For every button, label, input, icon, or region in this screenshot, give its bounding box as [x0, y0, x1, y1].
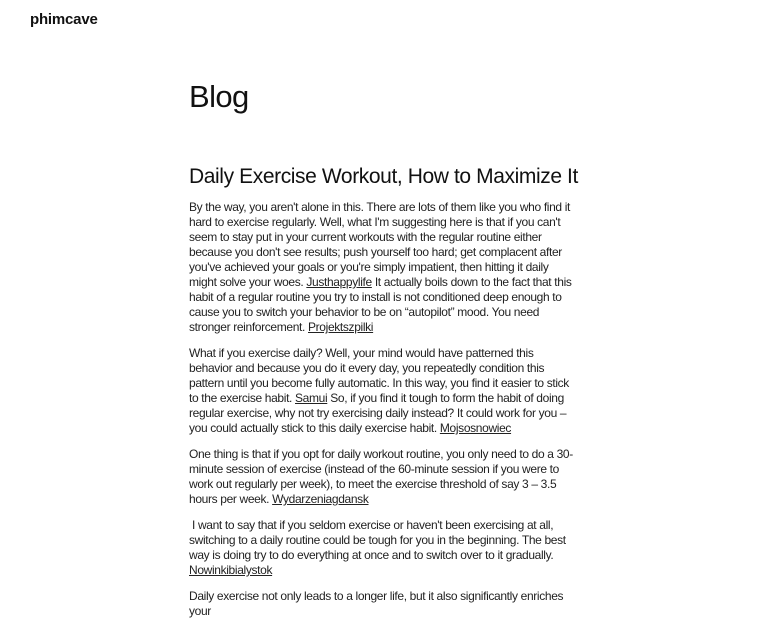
post-body [189, 200, 573, 630]
post-paragraph [189, 447, 573, 507]
inline-link-nowinkibialystok[interactable]: Nowinkibialystok [189, 563, 273, 577]
paragraph-text: Daily exercise not only leads to a longer life, but it also significantly enriches your [189, 589, 564, 618]
inline-link-samui[interactable]: Samui [295, 391, 328, 405]
inline-link-mojsosnowiec[interactable]: Mojsosnowiec [439, 421, 512, 435]
post-paragraph [189, 518, 573, 578]
post-paragraph [189, 589, 573, 619]
post-paragraph [189, 200, 573, 335]
post-paragraph [189, 346, 573, 436]
inline-link-wydarzeniagdansk[interactable]: Wydarzeniagdansk [272, 492, 369, 506]
inline-link-justhappylife[interactable]: Justhappylife [306, 275, 372, 289]
paragraph-text: It actually boils down to the fact that this habit of a regular routine you try to install is not conditioned deep enough to cause you to switch your behavior to be on “autopilot” mood. You need stronger reinforcement. [189, 275, 572, 334]
paragraph-text: What if you exercise daily? Well, your mind would have patterned this behavior and because you do it every day, you repeatedly condition this pattern until you become fully automatic. In this way, you find it easier to stick to the exercise habit. [189, 346, 569, 405]
page-title: Blog [189, 79, 249, 114]
inline-link-projektszpilki[interactable]: Projektszpilki [308, 320, 374, 334]
site-title-link[interactable]: phimcave [30, 11, 98, 28]
paragraph-text: I want to say that if you seldom exercise or haven't been exercising at all, switching to a daily routine could be tough for you in the beginning. The best way is doing try to do everything at once and to switch over to it gradually. [189, 518, 566, 562]
paragraph-text: So, if you find it tough to form the habit of doing regular exercise, why not try exercising daily instead? It could work for you – you could actually stick to this daily exercise habit. [189, 391, 567, 435]
post-title: Daily Exercise Workout, How to Maximize It [189, 165, 578, 188]
paragraph-text: One thing is that if you opt for daily workout routine, you only need to do a 30-minute session of exercise (instead of the 60-minute session if you were to work out regularly per week), to meet the exercise threshold of say 3 – 3.5 hours per week. [189, 447, 573, 506]
paragraph-text: By the way, you aren't alone in this. There are lots of them like you who find it hard to exercise regularly. Well, what I'm suggesting here is that if you can't seem to stay put in your current workouts with the regular routine either because you don't see results; push yourself too hard; get complacent after you've achieved your goals or you're simply impatient, then hitting it daily might solve your woes. [189, 200, 571, 289]
